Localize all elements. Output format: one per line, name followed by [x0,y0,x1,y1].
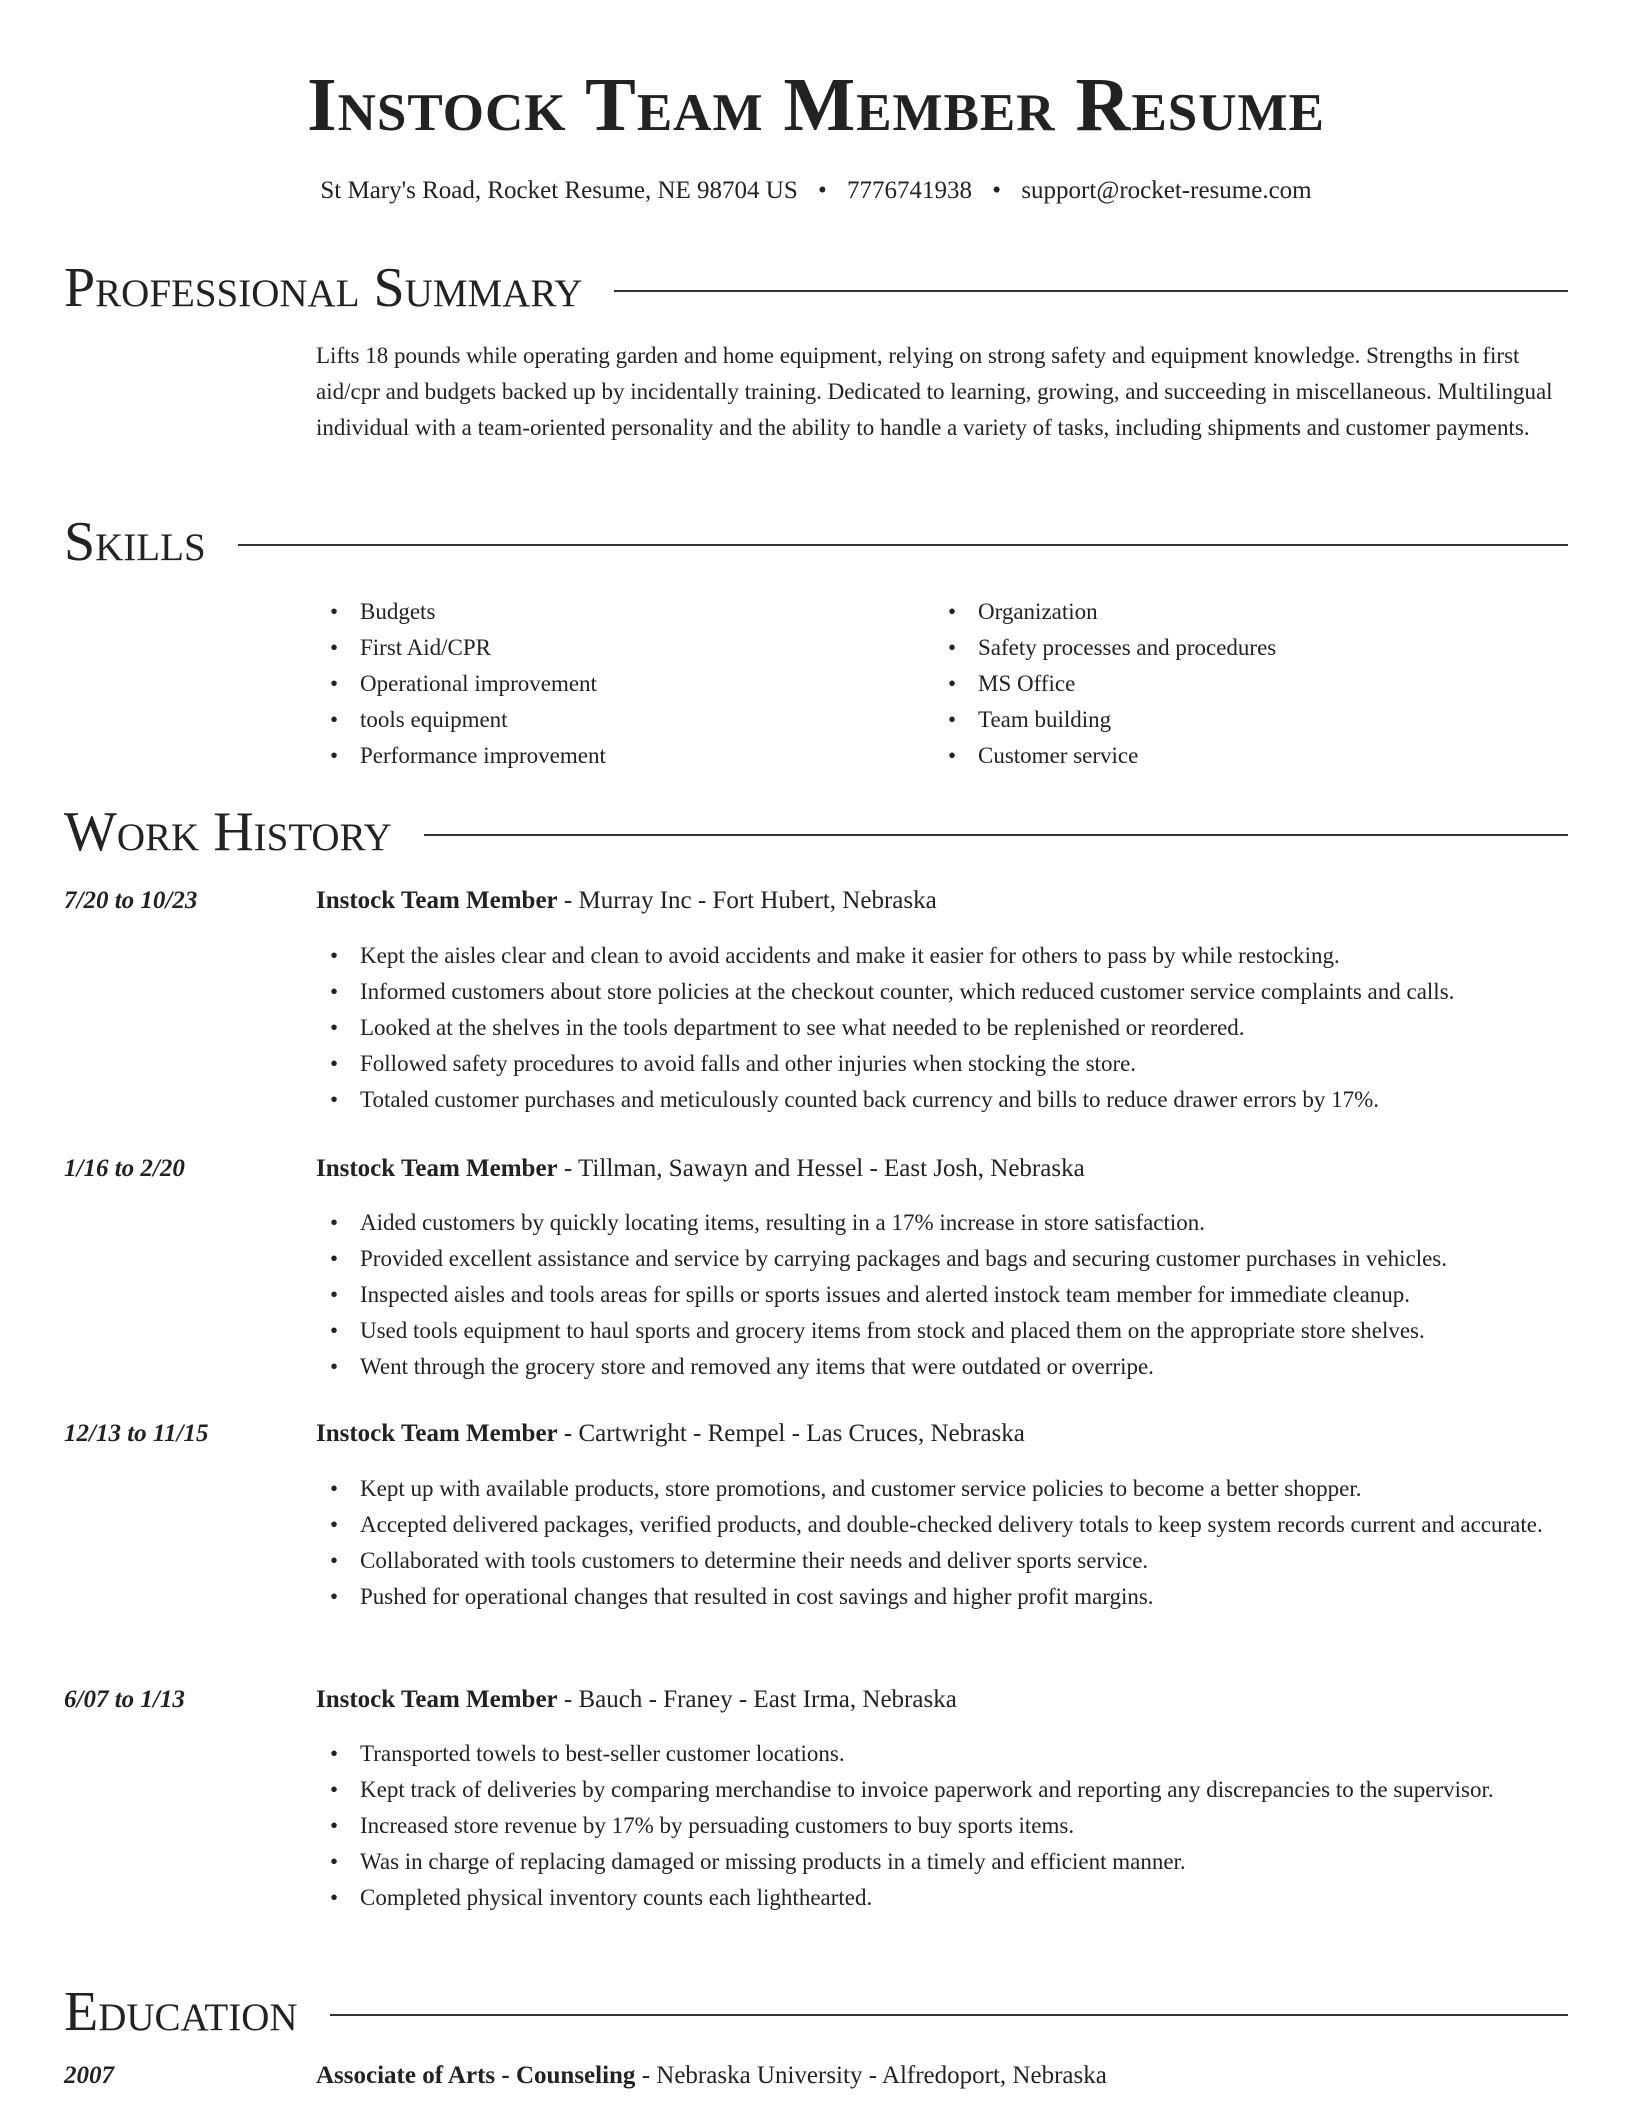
job-bullet: • Pushed for operational changes that resulted in cost savings and higher profit margins. [316,1579,1568,1615]
job-employer-location: - Bauch - Franey - East Irma, Nebraska [557,1686,957,1713]
job-bullet: • Totaled customer purchases and meticulously counted back currency and bills to reduce drawer errors by 17%. [316,1082,1568,1118]
job-dates: 6/07 to 1/13 [64,1686,185,1713]
skill-item: • Budgets [316,594,934,630]
job-bullet: • Kept up with available products, store promotions, and customer service policies to become a better shopper. [316,1471,1568,1507]
skill-item: • Organization [934,594,1552,630]
job-title: Instock Team Member [316,1420,558,1447]
contact-email: support@rocket-resume.com [1021,177,1312,204]
skill-item: • Operational improvement [316,666,934,702]
job-employer-location: - Cartwright - Rempel - Las Cruces, Nebraska [557,1420,1025,1447]
job-bullets [316,1736,1568,1916]
skills-section-header [64,510,1568,574]
job-bullet: • Kept the aisles clear and clean to avoid accidents and make it easier for others to pass by while restocking. [316,938,1568,974]
job-heading [316,883,1568,919]
skill-item: • Performance improvement [316,738,934,774]
job-bullets [316,938,1568,1118]
section-divider [330,2014,1568,2016]
education-section-title: Education [64,1981,298,2043]
job-bullet: • Collaborated with tools customers to determine their needs and deliver sports service. [316,1543,1568,1579]
section-divider [238,544,1568,546]
skills-column-left [316,594,934,774]
job-bullet: • Increased store revenue by 17% by persuading customers to buy sports items. [316,1808,1568,1844]
section-divider [614,290,1568,292]
skill-item: • Safety processes and procedures [934,630,1552,666]
job-employer-location: - Murray Inc - Fort Hubert, Nebraska [557,887,937,914]
job-title: Instock Team Member [316,1686,558,1713]
job-bullets [316,1205,1568,1385]
job-dates: 7/20 to 10/23 [64,887,198,914]
work-history-section-header [64,800,1568,864]
job-bullet: • Kept track of deliveries by comparing merchandise to invoice paperwork and reporting any discrepancies to the supervisor. [316,1772,1568,1808]
job-bullet: • Followed safety procedures to avoid falls and other injuries when stocking the store. [316,1046,1568,1082]
skills-section-title: Skills [64,511,206,573]
job-bullet: • Informed customers about store policies at the checkout counter, which reduced customer service complaints and calls. [316,974,1568,1010]
contact-line [0,174,1632,208]
job-bullet: • Completed physical inventory counts each lighthearted. [316,1880,1568,1916]
contact-separator: • [992,177,1002,204]
skill-item: • MS Office [934,666,1552,702]
education-section-header [64,1980,1568,2044]
work-history-section-title: Work History [64,801,392,863]
education-degree: Associate of Arts - Counseling [316,2062,636,2089]
job-bullet: • Aided customers by quickly locating items, resulting in a 17% increase in store satisfaction. [316,1205,1568,1241]
job-title: Instock Team Member [316,887,558,914]
resume-title: Instock Team Member Resume [307,63,1325,147]
job-dates: 12/13 to 11/15 [64,1420,209,1447]
skills-list [316,594,1568,774]
summary-section-header [64,256,1568,320]
skill-item: • Team building [934,702,1552,738]
contact-address: St Mary's Road, Rocket Resume, NE 98704 US [320,177,798,204]
contact-separator: • [818,177,827,204]
skill-item: • First Aid/CPR [316,630,934,666]
job-title: Instock Team Member [316,1155,558,1182]
job-bullet: • Inspected aisles and tools areas for spills or sports issues and alerted instock team member for immediate cleanup. [316,1277,1568,1313]
job-bullets [316,1471,1568,1615]
job-bullet: • Accepted delivered packages, verified products, and double-checked delivery totals to keep system records current and accurate. [316,1507,1568,1543]
contact-phone: 7776741938 [847,177,973,204]
job-heading [316,1151,1568,1187]
summary-paragraph: Lifts 18 pounds while operating garden and home equipment, relying on strong safety and equipment knowledge. Strengths in first aid/cpr and budgets backed up by incidentally training. Dedicated to learning, growing, and succeeding in miscellaneous. Multilingual individual with a team-oriented personality and the ability to handle a variety of tasks, including shipments and customer payments. [316,343,1553,440]
skill-item: • Customer service [934,738,1552,774]
job-employer-location: - Tillman, Sawayn and Hessel - East Josh, Nebraska [557,1155,1085,1182]
skills-column-right [934,594,1552,774]
section-divider [424,834,1568,836]
education-school-location: - Nebraska University - Alfredoport, Nebraska [635,2062,1107,2089]
job-bullet: • Went through the grocery store and removed any items that were outdated or overripe. [316,1349,1568,1385]
job-bullet: • Was in charge of replacing damaged or missing products in a timely and efficient manner. [316,1844,1568,1880]
job-bullet: • Looked at the shelves in the tools department to see what needed to be replenished or reordered. [316,1010,1568,1046]
skill-item: • tools equipment [316,702,934,738]
education-heading [316,2058,1568,2094]
education-year: 2007 [64,2062,114,2089]
job-bullet: • Used tools equipment to haul sports and grocery items from stock and placed them on the appropriate store shelves. [316,1313,1568,1349]
job-bullet: • Provided excellent assistance and service by carrying packages and bags and securing customer purchases in vehicles. [316,1241,1568,1277]
job-bullet: • Transported towels to best-seller customer locations. [316,1736,1568,1772]
job-heading [316,1416,1568,1452]
job-dates: 1/16 to 2/20 [64,1155,185,1182]
job-heading [316,1682,1568,1718]
summary-section-title: Professional Summary [64,257,583,319]
